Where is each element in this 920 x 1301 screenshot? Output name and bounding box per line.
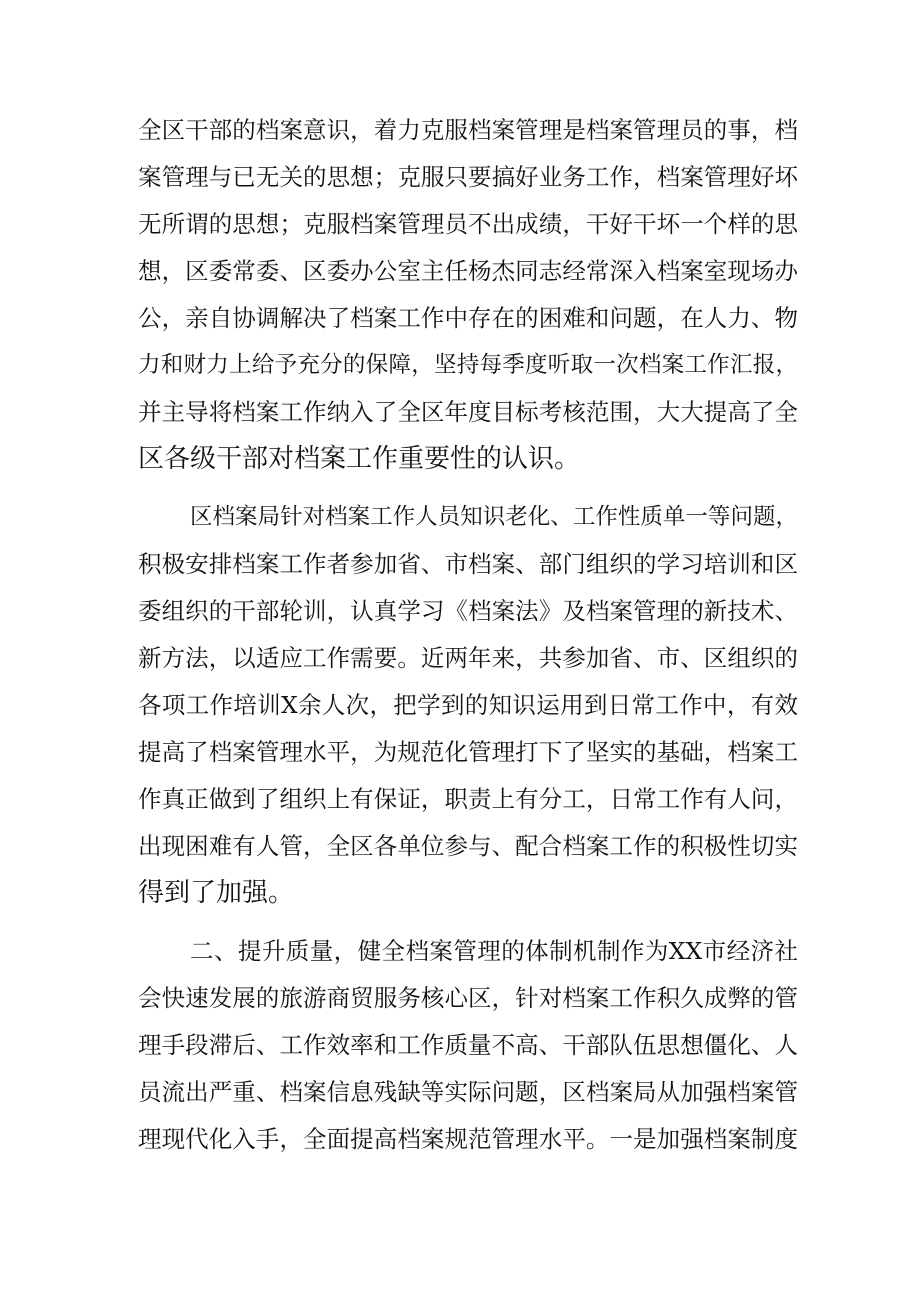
text-line: 提高了档案管理水平，为规范化管理打下了坚实的基础，档案工 (138, 738, 798, 766)
text-line: 积极安排档案工作者参加省、市档案、部门组织的学习培训和区 (138, 550, 798, 578)
text-line: 新方法，以适应工作需要。近两年来，共参加省、市、区组织的 (138, 644, 798, 672)
text-line: 并主导将档案工作纳入了全区年度目标考核范围，大大提高了全 (138, 398, 798, 426)
text-line: 各项工作培训X余人次，把学到的知识运用到日常工作中，有效 (138, 691, 798, 719)
paragraph-first-line: 区档案局针对档案工作人员知识老化、工作性质单一等问题， (190, 504, 798, 530)
text-line: 理手段滞后、工作效率和工作质量不高、干部队伍思想僵化、人 (138, 1031, 798, 1059)
text-line: 出现困难有人管，全区各单位参与、配合档案工作的积极性切实 (138, 832, 798, 860)
text-line: 力和财力上给予充分的保障，坚持每季度听取一次档案工作汇报， (138, 352, 798, 378)
text-line: 会快速发展的旅游商贸服务核心区，针对档案工作积久成弊的管 (138, 984, 798, 1012)
text-line: 公，亲自协调解决了档案工作中存在的困难和问题，在人力、物 (138, 304, 798, 332)
text-line: 想，区委常委、区委办公室主任杨杰同志经常深入档案室现场办 (138, 257, 798, 285)
text-line: 作真正做到了组织上有保证，职责上有分工，日常工作有人问， (138, 785, 798, 813)
text-line: 案管理与已无关的思想；克服只要搞好业务工作，档案管理好坏 (138, 163, 798, 191)
paragraph-first-line: 二、提升质量，健全档案管理的体制机制作为XX市经济社 (190, 937, 798, 965)
text-line: 理现代化入手，全面提高档案规范管理水平。一是加强档案制度 (138, 1125, 798, 1153)
text-line: 员流出严重、档案信息残缺等实际问题，区档案局从加强档案管 (138, 1078, 798, 1106)
text-line: 得到了加强。 (138, 878, 295, 908)
text-line: 委组织的干部轮训，认真学习《档案法》及档案管理的新技术、 (138, 597, 798, 625)
text-line: 无所谓的思想；克服档案管理员不出成绩，干好干坏一个样的思 (138, 210, 798, 238)
text-line: 全区干部的档案意识，着力克服档案管理是档案管理员的事，档 (138, 116, 798, 144)
text-line: 区各级干部对档案工作重要性的认识。 (138, 444, 581, 474)
